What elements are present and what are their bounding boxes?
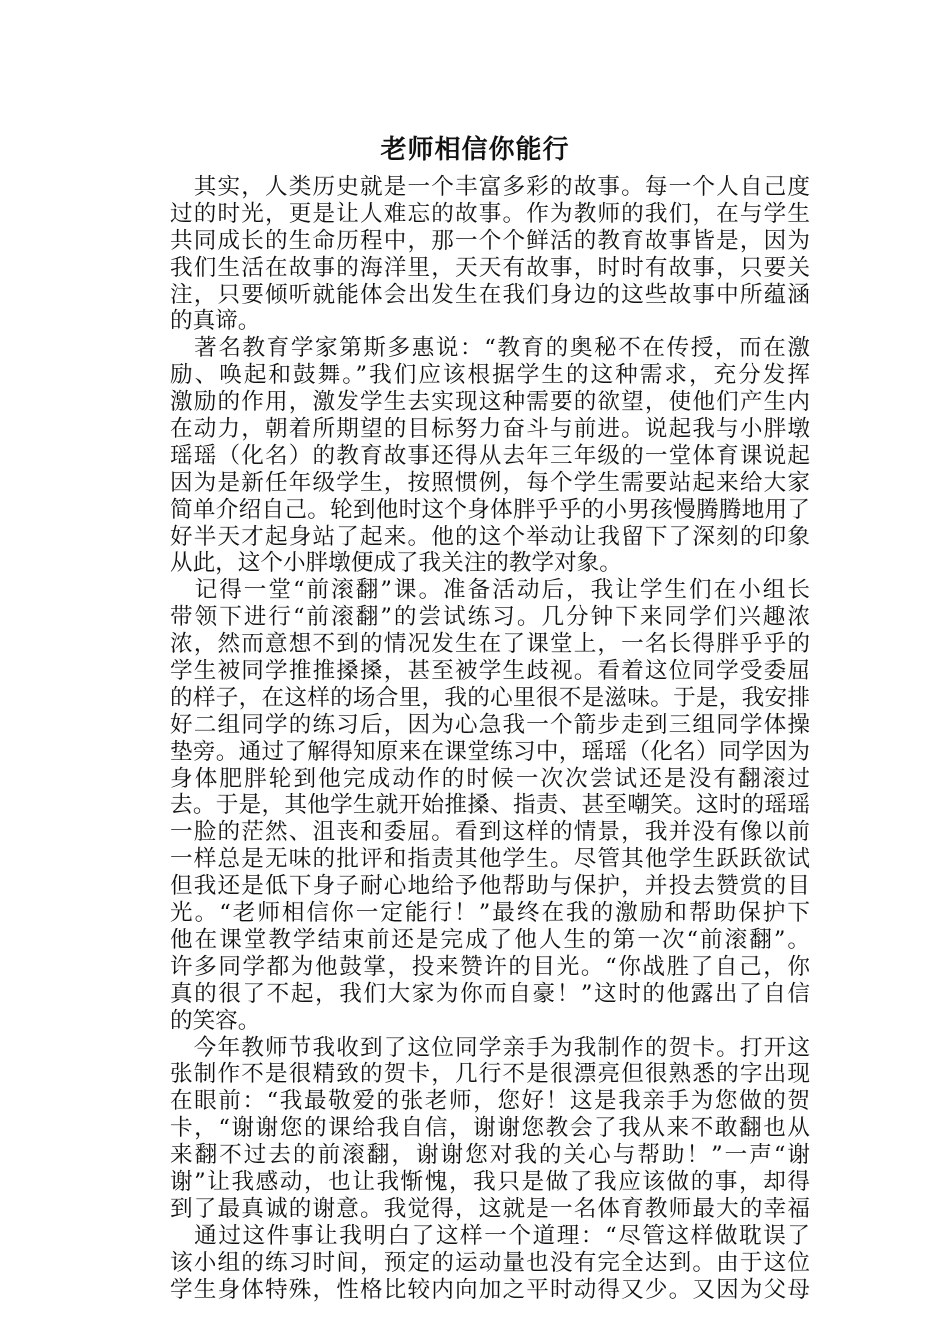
text-line: 从此，这个小胖墩便成了我关注的教学对象。	[170, 550, 622, 577]
text-line: 垫旁。通过了解得知原来在课堂练习中，瑶瑶（化名）同学因为	[170, 738, 810, 765]
text-line: 励、唤起和鼓舞。”我们应该根据学生的这种需求，充分发挥	[170, 362, 810, 389]
text-line: 光。“老师相信你一定能行！”最终在我的激励和帮助保护下	[170, 900, 810, 927]
text-line: 一样总是无味的批评和指责其他学生。尽管其他学生跃跃欲试	[170, 846, 810, 873]
text-line: 他在课堂教学结束前还是完成了他人生的第一次“前滚翻”。	[170, 926, 810, 953]
text-line: 浓，然而意想不到的情况发生在了课堂上，一名长得胖乎乎的	[170, 631, 810, 658]
text-line: 简单介绍自己。轮到他时这个身体胖乎乎的小男孩慢腾腾地用了	[170, 496, 810, 523]
text-line: 过的时光，更是让人难忘的故事。作为教师的我们，在与学生	[170, 200, 810, 227]
text-line: 去。于是，其他学生就开始推搡、指责、甚至嘲笑。这时的瑶瑶	[170, 792, 810, 819]
text-line: 来翻不过去的前滚翻，谢谢您对我的关心与帮助！”一声“谢	[170, 1142, 810, 1169]
document-body	[170, 174, 810, 1303]
text-line: 身体肥胖轮到他完成动作的时候一次次尝试还是没有翻滚过	[170, 765, 810, 792]
text-line: 真的很了不起，我们大家为你而自豪！”这时的他露出了自信	[170, 980, 810, 1007]
text-line: 共同成长的生命历程中，那一个个鲜活的教育故事皆是，因为	[170, 227, 810, 254]
text-line: 学生被同学推推搡搡，甚至被学生歧视。看着这位同学受委屈	[170, 658, 810, 685]
text-line: 许多同学都为他鼓掌，投来赞许的目光。“你战胜了自己，你	[170, 953, 810, 980]
text-line: 在动力，朝着所期望的目标努力奋斗与前进。说起我与小胖墩	[170, 416, 810, 443]
text-line: 的真谛。	[170, 308, 261, 335]
text-line: 但我还是低下身子耐心地给予他帮助与保护，并投去赞赏的目	[170, 873, 810, 900]
text-line: 注，只要倾听就能体会出发生在我们身边的这些故事中所蕴涵	[170, 281, 810, 308]
text-line: 谢”让我感动，也让我惭愧，我只是做了我应该做的事，却得	[170, 1168, 810, 1195]
text-line: 学生身体特殊，性格比较内向加之平时动得又少。又因为父母	[170, 1276, 810, 1303]
text-line: 因为是新任年级学生，按照惯例，每个学生需要站起来给大家	[170, 469, 810, 496]
text-line: 好半天才起身站了起来。他的这个举动让我留下了深刻的印象	[170, 523, 810, 550]
text-line: 该小组的练习时间，预定的运动量也没有完全达到。由于这位	[170, 1249, 810, 1276]
document-title: 老师相信你能行	[380, 135, 570, 165]
text-line: 好二组同学的练习后，因为心急我一个箭步走到三组同学体操	[170, 711, 810, 738]
text-line: 瑶瑶（化名）的教育故事还得从去年三年级的一堂体育课说起	[170, 442, 810, 469]
text-line: 通过这件事让我明白了这样一个道理：“尽管这样做耽误了	[170, 1222, 810, 1249]
text-line: 一脸的茫然、沮丧和委屈。看到这样的情景，我并没有像以前	[170, 819, 810, 846]
text-line: 卡，“谢谢您的课给我自信，谢谢您教会了我从来不敢翻也从	[170, 1115, 810, 1142]
text-line: 到了最真诚的谢意。我觉得，这就是一名体育教师最大的幸福	[170, 1195, 810, 1222]
text-line: 激励的作用，激发学生去实现这种需要的欲望，使他们产生内	[170, 389, 810, 416]
text-line: 带领下进行“前滚翻”的尝试练习。几分钟下来同学们兴趣浓	[170, 604, 810, 631]
text-line: 的样子，在这样的场合里，我的心里很不是滋味。于是，我安排	[170, 684, 810, 711]
text-line: 著名教育学家第斯多惠说：“教育的奥秘不在传授，而在激	[170, 335, 810, 362]
text-line: 我们生活在故事的海洋里，天天有故事，时时有故事，只要关	[170, 254, 810, 281]
text-line: 今年教师节我收到了这位同学亲手为我制作的贺卡。打开这	[170, 1034, 810, 1061]
text-line: 张制作不是很精致的贺卡，几行不是很漂亮但很熟悉的字出现	[170, 1061, 810, 1088]
text-line: 在眼前：“我最敬爱的张老师，您好！这是我亲手为您做的贺	[170, 1088, 810, 1115]
text-line: 其实，人类历史就是一个丰富多彩的故事。每一个人自己度	[170, 174, 810, 200]
text-line: 记得一堂“前滚翻”课。准备活动后，我让学生们在小组长	[170, 577, 810, 604]
text-line: 的笑容。	[170, 1007, 261, 1034]
